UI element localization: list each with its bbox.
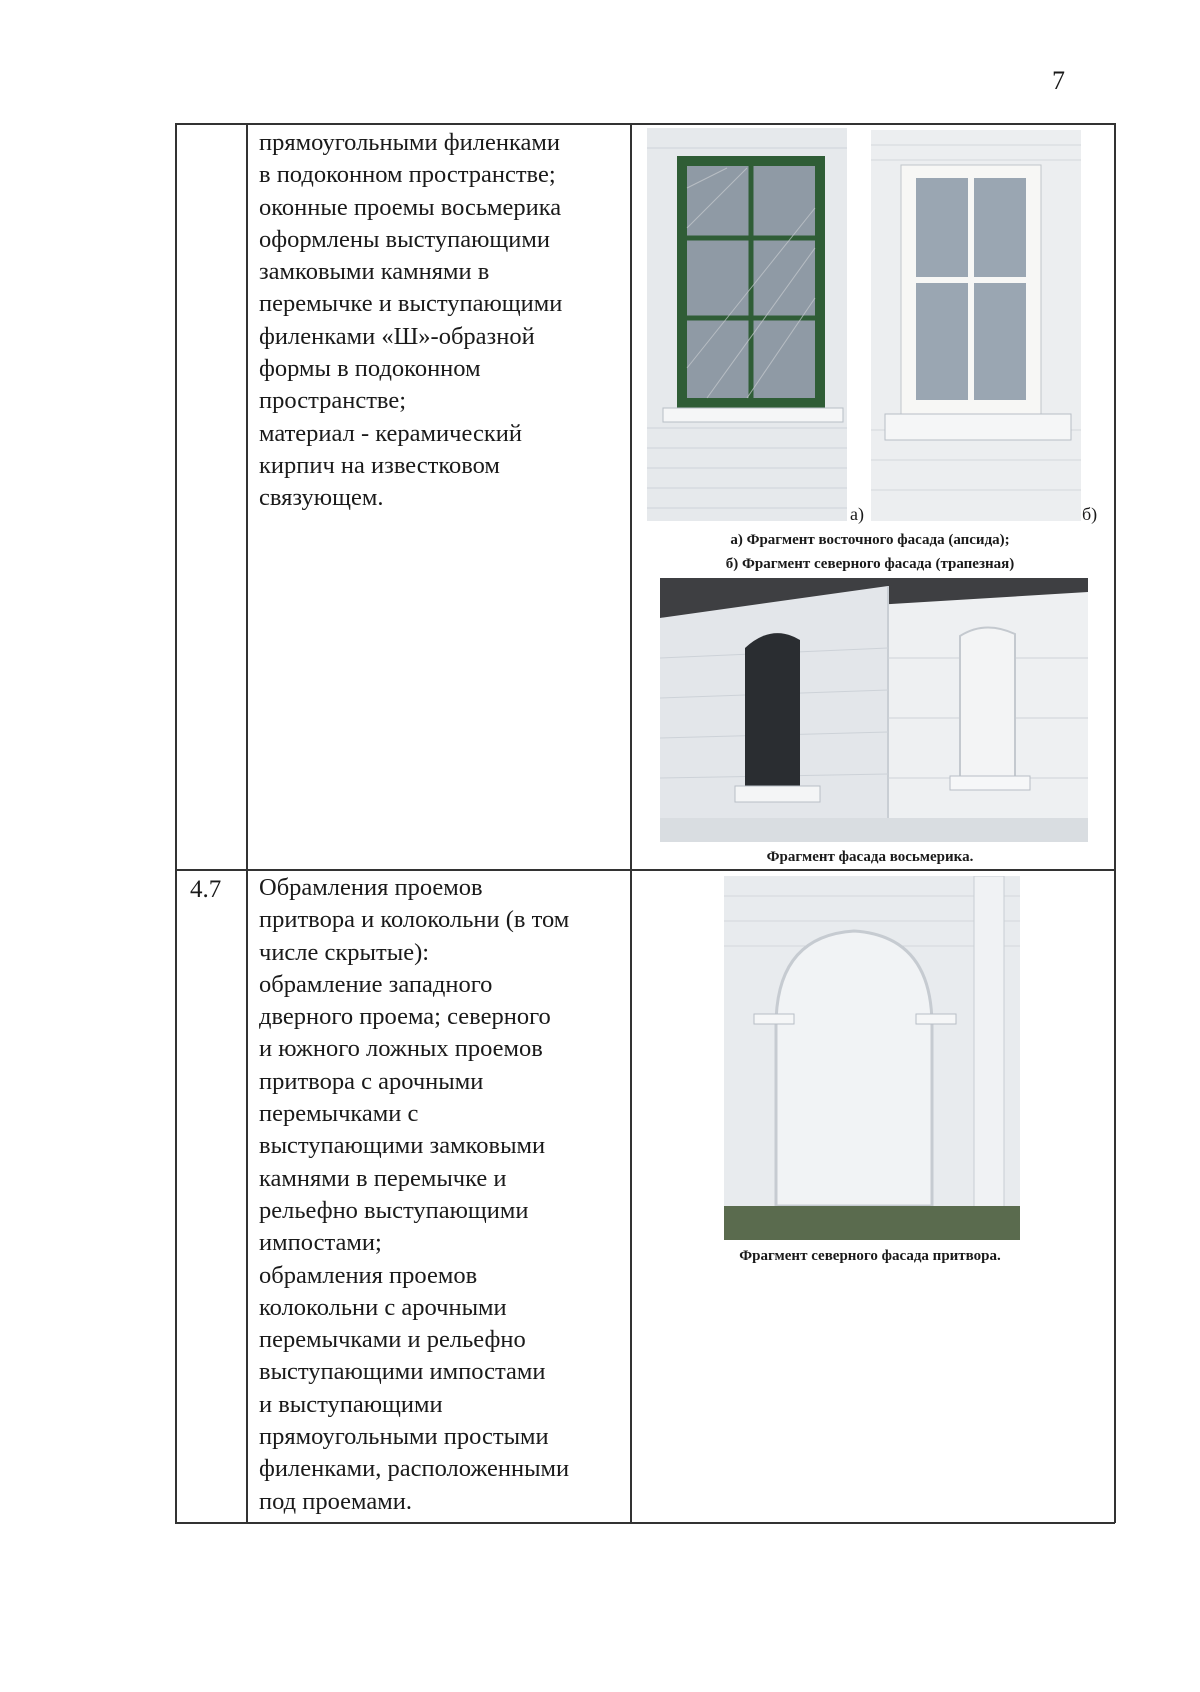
photo-caption: Фрагмент фасада восьмерика. — [766, 849, 974, 865]
rectangular-window-white-frame-icon — [871, 130, 1081, 521]
photo-north-refectory — [871, 130, 1081, 521]
row-description: Обрамления проемов притвора и колокольни (в том числе скрытые): обрамление западного дверного проема; северного и южного ложных проемов притвора с арочными перемычками с выступающими замковыми камнями в перемычке и рельефно выступающими импостами; обрамления проемов колокольни с арочными перемычками и рельефно выступающими импостами и выступающими прямоугольными простыми филенками, расположенными под проемами. — [259, 874, 570, 1515]
photo-caption: Фрагмент северного фасада притвора. — [739, 1248, 1001, 1264]
photo-octagon-facade — [660, 578, 1088, 842]
arched-window-green-frame-icon — [647, 128, 847, 521]
table-bottom-border — [175, 1522, 1115, 1524]
table-left-border — [175, 123, 177, 1523]
column-divider-2 — [630, 123, 632, 1523]
photo-caption: б) Фрагмент северного фасада (трапезная) — [725, 556, 1015, 572]
row-divider — [175, 869, 1115, 871]
photo-north-vestibule — [724, 876, 1020, 1240]
false-arched-opening-icon — [724, 876, 1020, 1240]
table-right-border — [1114, 123, 1116, 1523]
row-description: прямоугольными филенками в подоконном пространстве; оконные проемы восьмерика оформлены выступающими замковыми камнями в перемычке и выступающими филенками «Ш»-образной формы в подоконном пространстве; материал - керамический кирпич на известковом связующем. — [259, 129, 563, 512]
row-index: 4.7 — [190, 876, 222, 903]
octagon-facade-window-icon — [660, 578, 1088, 842]
photo-marker-b: б) — [1082, 504, 1098, 524]
photo-caption: а) Фрагмент восточного фасада (апсида); — [730, 532, 1010, 548]
table-top-border — [175, 123, 1115, 125]
page-number: 7 — [1052, 66, 1065, 95]
photo-marker-a: а) — [850, 504, 864, 524]
photo-east-facade — [647, 128, 847, 521]
column-divider-1 — [246, 123, 248, 1523]
